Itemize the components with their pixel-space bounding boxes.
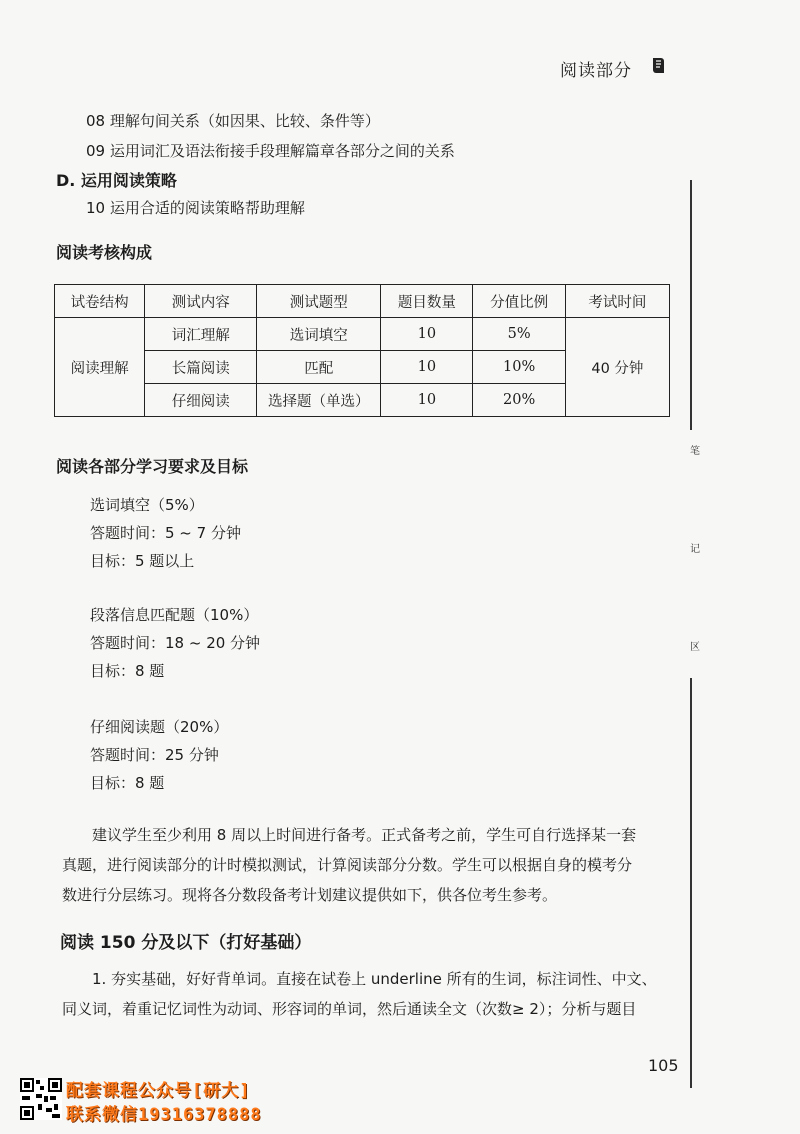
qr-code-icon (20, 1078, 62, 1120)
count-cell: 10 (381, 318, 473, 351)
col-header: 测试内容 (145, 285, 257, 318)
running-header: 阅读部分 (560, 61, 632, 81)
side-rule-bottom (690, 678, 692, 1088)
paragraph-line: 真题，进行阅读部分的计时模拟测试，计算阅读部分分数。学生可以根据自身的模考分 (62, 856, 633, 874)
watermark-line-2: 联系微信19316378888 (66, 1105, 262, 1125)
type-cell: 匹配 (257, 351, 381, 384)
side-note-char: 区 (690, 642, 700, 653)
goal-time: 答题时间：25 分钟 (90, 746, 219, 764)
goal-target: 目标：8 题 (90, 774, 165, 792)
paragraph-line: 数进行分层练习。现将各分数段备考计划建议提供如下，供各位考生参考。 (62, 886, 558, 904)
goal-time: 答题时间：18 ~ 20 分钟 (90, 634, 261, 652)
structure-cell: 阅读理解 (55, 318, 145, 417)
count-cell: 10 (381, 351, 473, 384)
col-header: 分值比例 (473, 285, 565, 318)
watermark-line-1: 配套课程公众号[研大] (66, 1081, 251, 1101)
item-line: 1. 夯实基础，好好背单词。直接在试卷上 underline 所有的生词，标注词性、中文、 (92, 970, 657, 988)
item-line: 同义词，着重记忆词性为动词、形容词的单词，然后通读全文（次数≥ 2）；分析与题目 (62, 1000, 637, 1018)
exam-structure-table (54, 284, 670, 417)
col-header: 题目数量 (381, 285, 473, 318)
goal-title: 段落信息匹配题（10%） (90, 606, 259, 624)
ratio-cell: 20% (473, 384, 565, 417)
time-cell: 40 分钟 (565, 318, 669, 417)
type-cell: 选词填空 (257, 318, 381, 351)
side-rule-top (690, 180, 692, 430)
section-d-title: D. 运用阅读策略 (56, 171, 177, 190)
ratio-cell: 5% (473, 318, 565, 351)
heading-150: 阅读 150 分及以下（打好基础） (60, 933, 312, 953)
col-header: 试卷结构 (55, 285, 145, 318)
col-header: 测试题型 (257, 285, 381, 318)
goal-target: 目标：8 题 (90, 662, 165, 680)
page-number: 105 (648, 1056, 679, 1075)
goal-title: 选词填空（5%） (90, 496, 204, 514)
table-row (55, 318, 670, 351)
objective-10: 10 运用合适的阅读策略帮助理解 (86, 199, 305, 217)
goal-time: 答题时间：5 ~ 7 分钟 (90, 524, 241, 542)
heading-goals: 阅读各部分学习要求及目标 (56, 457, 249, 476)
content-cell: 长篇阅读 (145, 351, 257, 384)
paragraph-line: 建议学生至少利用 8 周以上时间进行备考。正式备考之前，学生可自行选择某一套 (92, 826, 637, 844)
ratio-cell: 10% (473, 351, 565, 384)
content-cell: 词汇理解 (145, 318, 257, 351)
side-note-char: 笔 (690, 446, 700, 457)
content-cell: 仔细阅读 (145, 384, 257, 417)
count-cell: 10 (381, 384, 473, 417)
goal-target: 目标：5 题以上 (90, 552, 195, 570)
side-note-char: 记 (690, 544, 700, 555)
type-cell: 选择题（单选） (257, 384, 381, 417)
objective-08: 08 理解句间关系（如因果、比较、条件等） (86, 112, 380, 130)
col-header: 考试时间 (565, 285, 669, 318)
heading-structure: 阅读考核构成 (56, 243, 153, 262)
table-header-row (55, 285, 670, 318)
book-icon (650, 56, 666, 76)
objective-09: 09 运用词汇及语法衔接手段理解篇章各部分之间的关系 (86, 142, 455, 160)
goal-title: 仔细阅读题（20%） (90, 718, 229, 736)
